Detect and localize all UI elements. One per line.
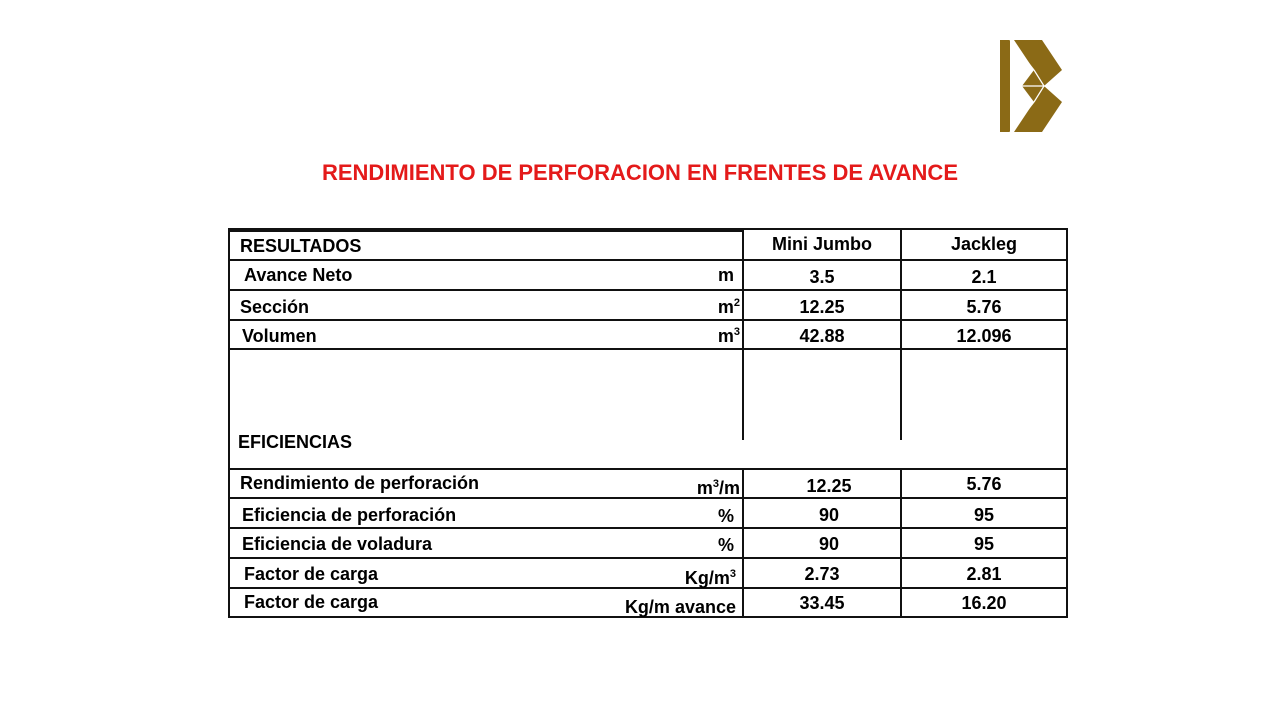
row-label: Factor de carga — [244, 564, 379, 584]
mini-jumbo-value: 3.5 — [809, 267, 835, 287]
mini-jumbo-value: 42.88 — [799, 326, 845, 346]
jackleg-value: 5.76 — [966, 297, 1002, 317]
mini-jumbo-value: 2.73 — [804, 564, 840, 584]
jackleg-value: 95 — [973, 505, 995, 525]
mini-jumbo-value: 12.25 — [806, 476, 852, 496]
row-unit: $m^3$ — [717, 326, 740, 346]
column-header-mini-jumbo: Mini Jumbo — [772, 234, 872, 254]
jackleg-value: 16.20 — [961, 593, 1007, 613]
row-unit: $Kg/m^3$ — [684, 568, 736, 588]
row-label: Eficiencia de perforación — [242, 505, 457, 525]
row-unit: % — [717, 506, 734, 526]
jackleg-value: 5.76 — [966, 474, 1002, 494]
jackleg-value: 2.81 — [966, 564, 1002, 584]
row-unit: Kg/m avance — [624, 597, 736, 617]
row-unit: m — [717, 265, 734, 285]
section-label-eficiencias: EFICIENCIAS — [238, 432, 353, 452]
row-label: Volumen — [242, 326, 317, 346]
row-label: Eficiencia de voladura — [242, 534, 433, 554]
row-unit: $m^2$ — [717, 297, 740, 317]
page-title: RENDIMIENTO DE PERFORACION EN FRENTES DE AVANCE — [321, 160, 958, 185]
jackleg-value: 12.096 — [956, 326, 1012, 346]
row-unit: % — [717, 535, 734, 555]
jackleg-value: 2.1 — [971, 267, 997, 287]
row-unit: $m^3/m$ — [696, 478, 740, 498]
row-label: Sección — [240, 297, 310, 317]
row-label: Factor de carga — [244, 592, 379, 612]
mini-jumbo-value: 33.45 — [799, 593, 845, 613]
mini-jumbo-value: 90 — [818, 505, 840, 525]
results-heading: RESULTADOS — [240, 236, 362, 256]
column-header-jackleg: Jackleg — [950, 234, 1018, 254]
row-label: Avance Neto — [244, 265, 353, 285]
jackleg-value: 95 — [973, 534, 995, 554]
results-table — [228, 228, 1068, 618]
mini-jumbo-value: 12.25 — [799, 297, 845, 317]
brand-b-logo-icon — [1000, 40, 1062, 132]
mini-jumbo-value: 90 — [818, 534, 840, 554]
row-label: Rendimiento de perforación — [240, 473, 480, 493]
